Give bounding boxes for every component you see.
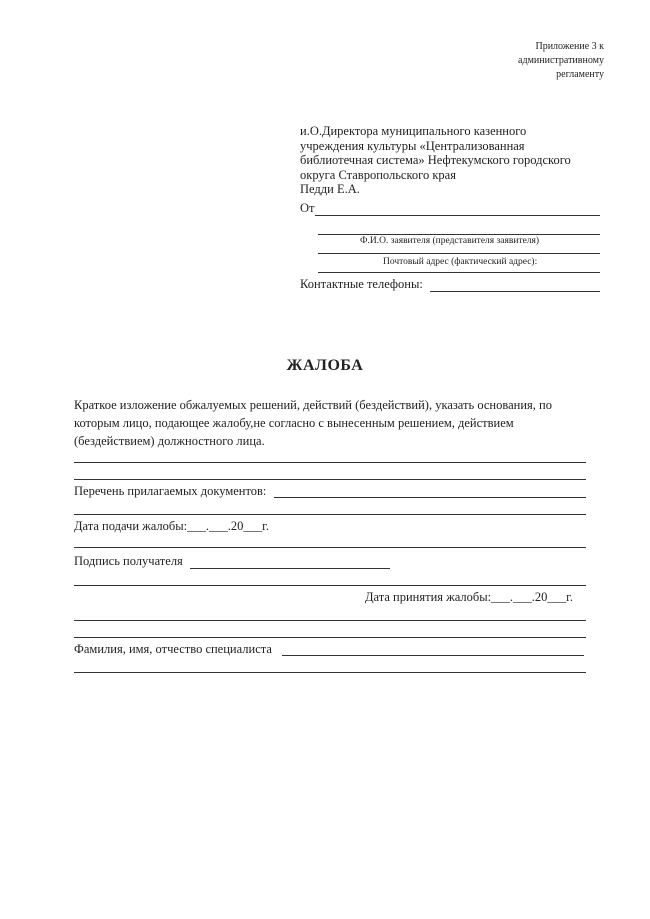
appendix-line-2: административному — [518, 55, 604, 66]
fio-field-line[interactable] — [318, 234, 600, 235]
addressee-block — [300, 124, 571, 197]
summary-field-line[interactable] — [74, 462, 586, 463]
specialist-name-line-2[interactable] — [74, 672, 586, 673]
fio-caption: Ф.И.О. заявителя (представителя заявителя) — [360, 236, 540, 246]
phones-label: Контактные телефоны: — [300, 277, 423, 291]
documents-field-line-2[interactable] — [74, 514, 586, 515]
addressee-line: библиотечная система» Нефтекумского городского — [300, 153, 571, 167]
summary-line-1: Краткое изложение обжалуемых решений, действий (бездействий), указать основания, по — [74, 398, 552, 412]
phones-field-line[interactable] — [430, 291, 600, 292]
address-field-line-2[interactable] — [318, 272, 600, 273]
appendix-note — [404, 40, 604, 82]
addressee-line: учреждения культуры «Централизованная — [300, 138, 525, 153]
recipient-signature-label: Подпись получателя — [74, 554, 183, 568]
documents-label: Перечень прилагаемых документов: — [74, 484, 267, 498]
appendix-line-3: регламенту — [556, 69, 604, 80]
address-caption: Почтовый адрес (фактический адрес): — [383, 257, 538, 267]
addressee-line: и.О.Директора муниципального казенного — [300, 124, 527, 138]
document-title: ЖАЛОБА — [286, 357, 364, 374]
from-field-line[interactable] — [315, 215, 600, 216]
summary-line-3: (бездействием) должностного лица. — [74, 434, 265, 448]
acceptance-date-label: Дата принятия жалобы:___.___.20___г. — [365, 590, 573, 604]
recipient-separator-line — [74, 585, 586, 586]
summary-field-line[interactable] — [74, 479, 586, 480]
acceptance-field-line-2[interactable] — [74, 637, 586, 638]
recipient-signature-line[interactable] — [190, 568, 390, 569]
addressee-line: Педди Е.А. — [300, 182, 360, 196]
appendix-line-1: Приложение 3 к — [535, 41, 604, 52]
specialist-name-label: Фамилия, имя, отчество специалиста — [74, 642, 272, 656]
addressee-line: округа Ставропольского края — [300, 167, 456, 182]
from-label: От — [300, 201, 315, 215]
specialist-name-line[interactable] — [282, 655, 584, 656]
filing-date-label: Дата подачи жалобы:___.___.20___г. — [74, 519, 269, 533]
acceptance-field-line[interactable] — [74, 620, 586, 621]
documents-field-line[interactable] — [274, 497, 586, 498]
address-field-line[interactable] — [318, 253, 600, 254]
summary-paragraph — [74, 396, 594, 450]
summary-line-2: которым лицо, подающее жалобу,не согласно с вынесенным решением, действием — [74, 416, 514, 430]
filing-date-line[interactable] — [74, 547, 586, 548]
